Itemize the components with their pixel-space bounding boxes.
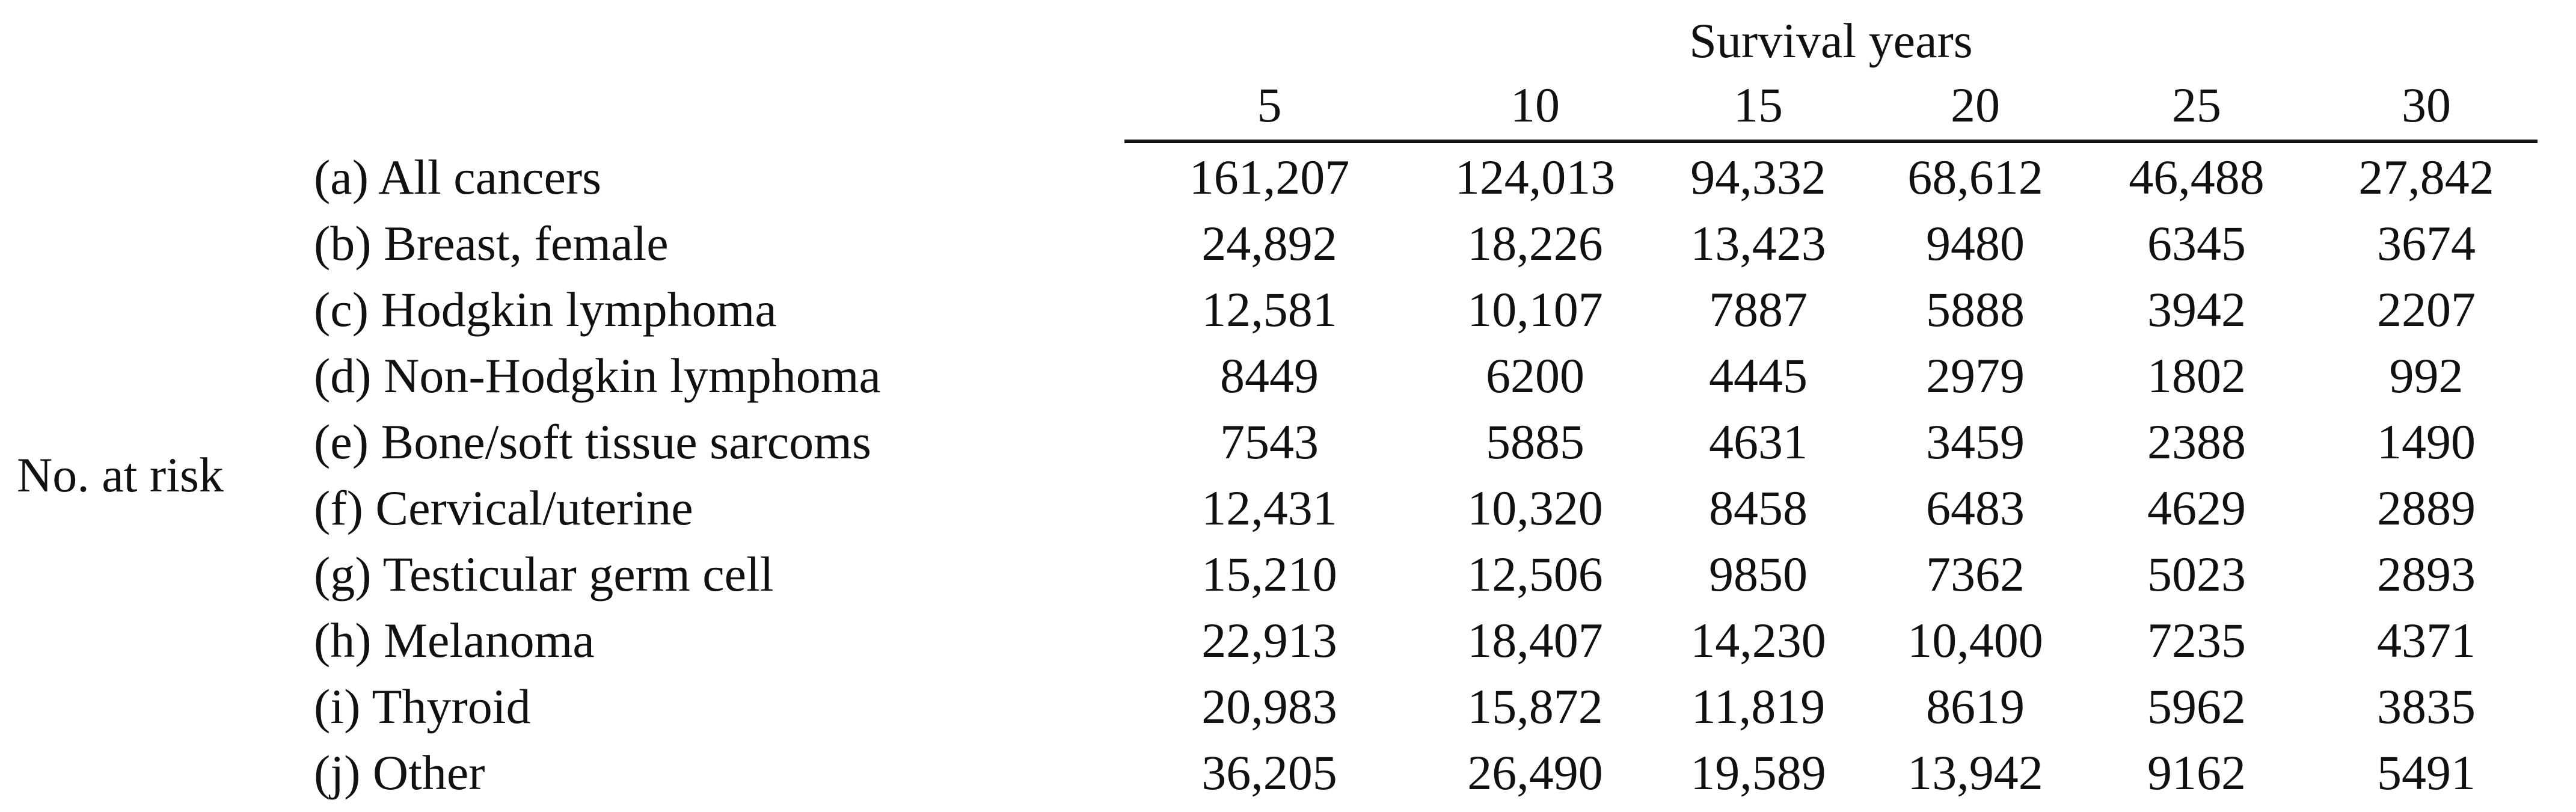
table-cell: 2207 (2377, 282, 2476, 337)
table-cell: 992 (2389, 348, 2464, 403)
table-cell: 26,490 (1467, 745, 1603, 800)
header-divider (1124, 140, 2538, 143)
row-label: (f) Cervical/uterine (314, 481, 693, 535)
year-header-20: 20 (1951, 78, 2000, 132)
table-cell: 27,842 (2358, 150, 2494, 205)
table-row (0, 740, 2576, 806)
row-label: (e) Bone/soft tissue sarcoms (314, 414, 871, 469)
table-cell: 7235 (2147, 613, 2246, 668)
table-row (0, 144, 2576, 211)
table-cell: 68,612 (1907, 150, 2043, 205)
table-row (0, 475, 2576, 541)
table-cell: 46,488 (2129, 150, 2265, 205)
table-cell: 5962 (2147, 679, 2246, 734)
table-cell: 9162 (2147, 745, 2246, 800)
table-row (0, 277, 2576, 343)
table-cell: 2893 (2377, 547, 2476, 601)
row-label: (j) Other (314, 745, 485, 800)
table-cell: 3942 (2147, 282, 2246, 337)
table-row (0, 607, 2576, 674)
table-cell: 19,589 (1690, 745, 1826, 800)
table-cell: 6483 (1926, 481, 2025, 535)
table-row (0, 211, 2576, 277)
table-cell: 1490 (2377, 414, 2476, 469)
table-cell: 4445 (1709, 348, 1808, 403)
table-row (0, 409, 2576, 475)
table-cell: 3835 (2377, 679, 2476, 734)
table-cell: 7543 (1220, 414, 1319, 469)
table-cell: 2889 (2377, 481, 2476, 535)
row-label: (c) Hodgkin lymphoma (314, 282, 777, 337)
table-cell: 4631 (1709, 414, 1808, 469)
table-cell: 22,913 (1201, 613, 1337, 668)
table-cell: 18,407 (1467, 613, 1603, 668)
table-cell: 161,207 (1189, 150, 1350, 205)
table-cell: 18,226 (1467, 216, 1603, 271)
table-cell: 10,107 (1467, 282, 1603, 337)
table-cell: 5888 (1926, 282, 2025, 337)
table-cell: 24,892 (1201, 216, 1337, 271)
table-cell: 2388 (2147, 414, 2246, 469)
table-cell: 94,332 (1690, 150, 1826, 205)
table-cell: 15,210 (1201, 547, 1337, 601)
table-cell: 6200 (1486, 348, 1584, 403)
table-cell: 15,872 (1467, 679, 1603, 734)
table-cell: 5023 (2147, 547, 2246, 601)
table-cell: 10,320 (1467, 481, 1603, 535)
table-cell: 12,506 (1467, 547, 1603, 601)
row-label: (a) All cancers (314, 150, 602, 205)
row-label: (h) Melanoma (314, 613, 595, 668)
table-cell: 3459 (1926, 414, 2025, 469)
table-cell: 13,942 (1907, 745, 2043, 800)
row-group-label: No. at risk (17, 448, 224, 502)
table-cell: 1802 (2147, 348, 2246, 403)
table-cell: 8449 (1220, 348, 1319, 403)
table-cell: 14,230 (1690, 613, 1826, 668)
table-cell: 9480 (1926, 216, 2025, 271)
table-cell: 36,205 (1201, 745, 1337, 800)
row-label: (d) Non-Hodgkin lymphoma (314, 348, 881, 403)
table-cell: 7362 (1926, 547, 2025, 601)
row-label: (b) Breast, female (314, 216, 669, 271)
table-cell: 4371 (2377, 613, 2476, 668)
year-header-15: 15 (1734, 78, 1783, 132)
year-header-25: 25 (2172, 78, 2221, 132)
table-row (0, 343, 2576, 409)
table-cell: 3674 (2377, 216, 2476, 271)
table-cell: 11,819 (1691, 679, 1826, 734)
table-cell: 12,581 (1201, 282, 1337, 337)
table-row (0, 674, 2576, 740)
survival-years-header: Survival years (1689, 13, 1973, 68)
table-cell: 20,983 (1201, 679, 1337, 734)
table-cell: 12,431 (1201, 481, 1337, 535)
year-header-30: 30 (2402, 78, 2451, 132)
row-label: (g) Testicular germ cell (314, 547, 774, 601)
table-cell: 5885 (1486, 414, 1584, 469)
table-cell: 10,400 (1907, 613, 2043, 668)
table-cell: 8458 (1709, 481, 1808, 535)
table-cell: 6345 (2147, 216, 2246, 271)
table-cell: 9850 (1709, 547, 1808, 601)
table-cell: 124,013 (1455, 150, 1616, 205)
table-cell: 2979 (1926, 348, 2025, 403)
table-row (0, 541, 2576, 607)
year-header-5: 5 (1257, 78, 1282, 132)
table-cell: 13,423 (1690, 216, 1826, 271)
row-label: (i) Thyroid (314, 679, 531, 734)
table-cell: 7887 (1709, 282, 1808, 337)
year-header-10: 10 (1510, 78, 1560, 132)
table-cell: 4629 (2147, 481, 2246, 535)
table-cell: 8619 (1926, 679, 2025, 734)
table-cell: 5491 (2377, 745, 2476, 800)
